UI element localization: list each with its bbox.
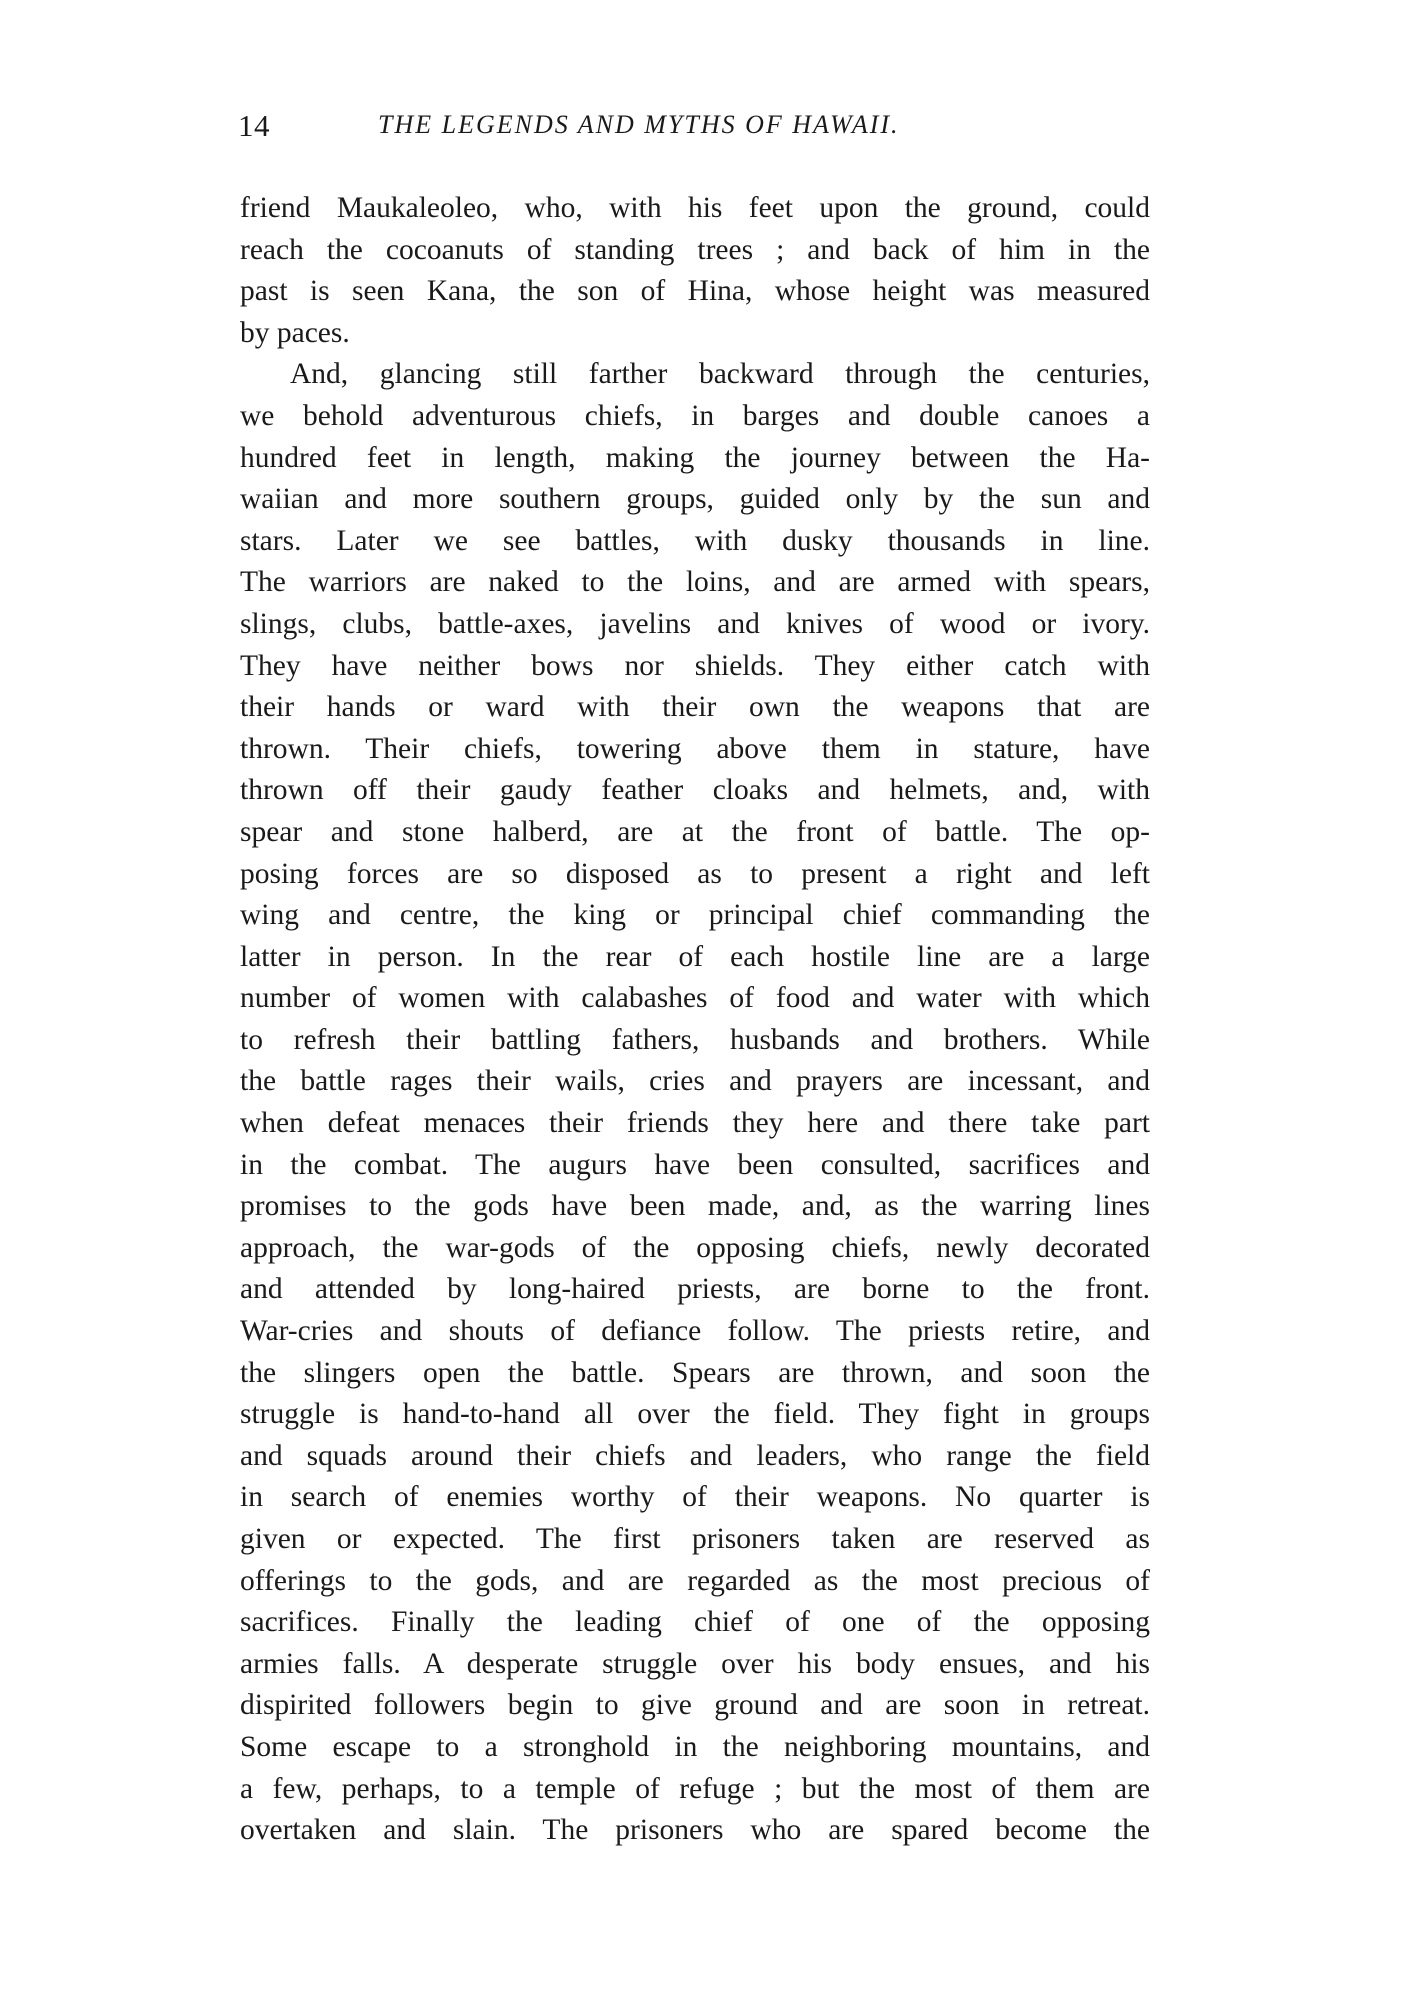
text-line: offerings to the gods, and are regarded as the most precious of	[240, 1564, 1150, 1597]
text-line: their hands or ward with their own the weapons that are	[240, 691, 1150, 724]
running-title: THE LEGENDS AND MYTHS OF HAWAII.	[378, 110, 900, 139]
text-line: stars. Later we see battles, with dusky thousands in line.	[240, 524, 1150, 557]
text-line: the slingers open the battle. Spears are thrown, and soon the	[240, 1356, 1150, 1389]
text-line: waiian and more southern groups, guided only by the sun and	[240, 483, 1150, 516]
text-line: a few, perhaps, to a temple of refuge ; but the most of them are	[240, 1772, 1150, 1805]
text-line: They have neither bows nor shields. They either catch with	[240, 649, 1150, 682]
text-line: struggle is hand-to-hand all over the field. They fight in groups	[240, 1398, 1150, 1431]
text-line: given or expected. The first prisoners taken are reserved as	[240, 1523, 1150, 1555]
text-line: thrown. Their chiefs, towering above them in stature, have	[240, 732, 1150, 765]
text-line: overtaken and slain. The prisoners who are spared become the	[240, 1814, 1150, 1847]
text-line: friend Maukaleoleo, who, with his feet upon the ground, could	[240, 192, 1150, 224]
text-line: wing and centre, the king or principal chief commanding the	[240, 899, 1150, 932]
text-line: past is seen Kana, the son of Hina, whose height was measured	[240, 275, 1150, 308]
text-line: thrown off their gaudy feather cloaks and helmets, and, with	[240, 774, 1150, 807]
text-line: and squads around their chiefs and leaders, who range the field	[240, 1439, 1150, 1472]
page-number: 14	[238, 108, 270, 143]
text-line: when defeat menaces their friends they here and there take part	[240, 1107, 1150, 1140]
text-line: armies falls. A desperate struggle over his body ensues, and his	[240, 1647, 1150, 1680]
text-line: number of women with calabashes of food and water with which	[240, 982, 1150, 1015]
text-line: dispirited followers begin to give ground and are soon in retreat.	[240, 1689, 1150, 1722]
text-line: spear and stone halberd, are at the front of battle. The op-	[240, 815, 1150, 848]
text-line: approach, the war-gods of the opposing chiefs, newly decorated	[240, 1231, 1150, 1264]
text-line: Some escape to a stronghold in the neighboring mountains, and	[240, 1730, 1150, 1763]
paragraph-first-line: And, glancing still farther backward through the centuries,	[290, 358, 1150, 391]
text-line: slings, clubs, battle-axes, javelins and knives of wood or ivory.	[240, 607, 1150, 640]
text-line: posing forces are so disposed as to present a right and left	[240, 857, 1150, 890]
text-line: reach the cocoanuts of standing trees ; and back of him in the	[240, 233, 1150, 266]
text-line: hundred feet in length, making the journey between the Ha-	[240, 441, 1150, 474]
text-line: latter in person. In the rear of each hostile line are a large	[240, 940, 1150, 973]
text-line: The warriors are naked to the loins, and are armed with spears,	[240, 566, 1150, 599]
text-line: War-cries and shouts of defiance follow. The priests retire, and	[240, 1315, 1150, 1348]
body-text	[240, 188, 1150, 1852]
text-line: we behold adventurous chiefs, in barges and double canoes a	[240, 399, 1150, 432]
text-line: sacrifices. Finally the leading chief of one of the opposing	[240, 1606, 1150, 1639]
text-line: in search of enemies worthy of their weapons. No quarter is	[240, 1481, 1150, 1514]
text-line: promises to the gods have been made, and, as the warring lines	[240, 1190, 1150, 1223]
running-head	[238, 108, 1158, 148]
text-line: and attended by long-haired priests, are borne to the front.	[240, 1273, 1150, 1306]
text-line: to refresh their battling fathers, husbands and brothers. While	[240, 1023, 1150, 1056]
text-line: by paces.	[240, 316, 350, 349]
text-line: in the combat. The augurs have been consulted, sacrifices and	[240, 1148, 1150, 1181]
text-line: the battle rages their wails, cries and prayers are incessant, and	[240, 1065, 1150, 1098]
